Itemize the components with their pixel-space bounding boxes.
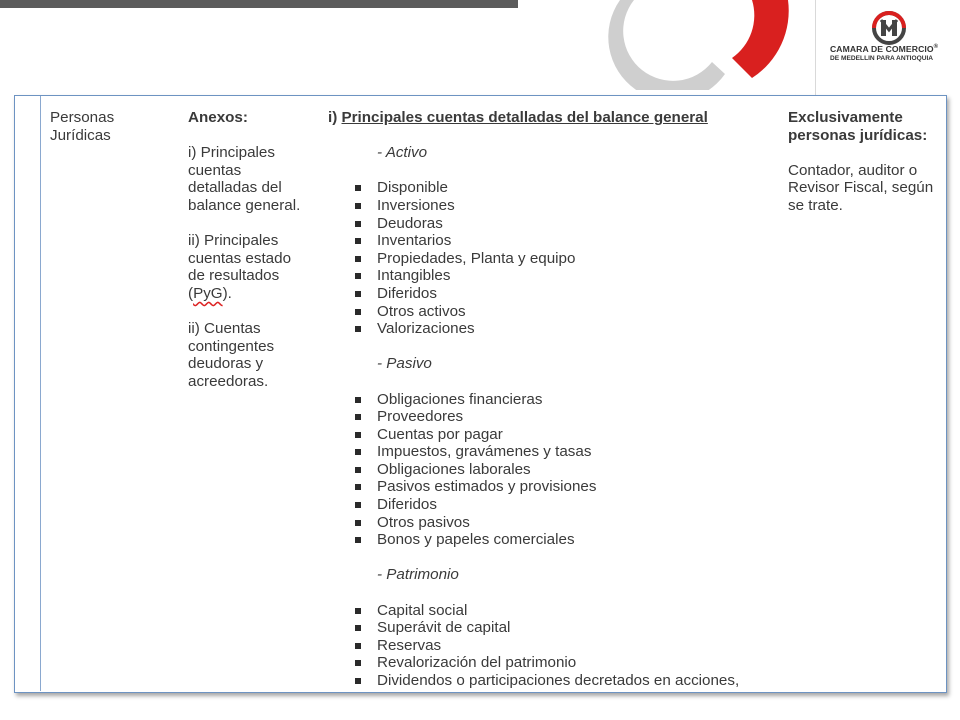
patrimonio-list (328, 602, 778, 690)
logo-mark-icon (871, 10, 907, 46)
column-anexos (188, 109, 323, 391)
persona-line1: Personas (50, 109, 115, 126)
list-item: Otros activos (328, 303, 778, 321)
column-balance-accounts (328, 109, 778, 690)
list-item: Proveedores (328, 408, 778, 426)
column-responsible (788, 109, 948, 215)
list-item: Dividendos o participaciones decretados en acciones, (328, 672, 778, 690)
list-item: Reservas (328, 637, 778, 655)
pasivo-list (328, 391, 778, 549)
list-item: Diferidos (328, 496, 778, 514)
anexo-item-3: ii) Cuentas contingentes deudoras y acreedoras. (188, 320, 275, 390)
activo-label: - Activo (377, 144, 428, 162)
list-item: Inventarios (328, 232, 778, 250)
gray-ring (608, 0, 725, 90)
red-ring (732, 0, 789, 78)
logo-text-line2: DE MEDELLIN PARA ANTIOQUIA (830, 55, 934, 62)
list-item: Intangibles (328, 267, 778, 285)
decorative-rings (600, 0, 810, 90)
responsible-title: Exclusivamente personas jurídicas: (788, 109, 928, 144)
activo-list (328, 179, 778, 337)
list-item: Obligaciones financieras (328, 391, 778, 409)
list-item: Capital social (328, 602, 778, 620)
list-item: Deudoras (328, 215, 778, 233)
spellcheck-word: PyG (193, 284, 223, 302)
list-item: Diferidos (328, 285, 778, 303)
list-item: Cuentas por pagar (328, 426, 778, 444)
anexo-item-1: i) Principales cuentas detalladas del balance general. (188, 144, 301, 214)
responsible-body: Contador, auditor o Revisor Fiscal, según se trate. (788, 161, 934, 214)
list-item: Otros pasivos (328, 514, 778, 532)
list-item: Bonos y papeles comerciales (328, 531, 778, 549)
anexo-item-2: ii) Principales cuentas estado de resultados (PyG). (188, 232, 292, 302)
logo-divider (815, 0, 816, 96)
list-item: Propiedades, Planta y equipo (328, 250, 778, 268)
top-bar (0, 0, 518, 8)
list-item: Valorizaciones (328, 320, 778, 338)
balance-heading: i) Principales cuentas detalladas del balance general (328, 109, 708, 126)
list-item: Impuestos, gravámenes y tasas (328, 443, 778, 461)
logo-text-line1: CAMARA DE COMERCIO® (830, 44, 939, 54)
list-item: Disponible (328, 179, 778, 197)
column-persona-type (50, 109, 160, 144)
persona-line2: Jurídicas (50, 126, 111, 144)
anexos-title: Anexos: (188, 109, 248, 126)
pasivo-label: - Pasivo (377, 355, 432, 373)
list-item: Revalorización del patrimonio (328, 654, 778, 672)
list-item: Pasivos estimados y provisiones (328, 478, 778, 496)
patrimonio-label: - Patrimonio (377, 566, 459, 584)
list-item: Superávit de capital (328, 619, 778, 637)
frame-inner-line (40, 96, 41, 691)
list-item: Inversiones (328, 197, 778, 215)
list-item: Obligaciones laborales (328, 461, 778, 479)
chamber-logo (826, 10, 960, 70)
